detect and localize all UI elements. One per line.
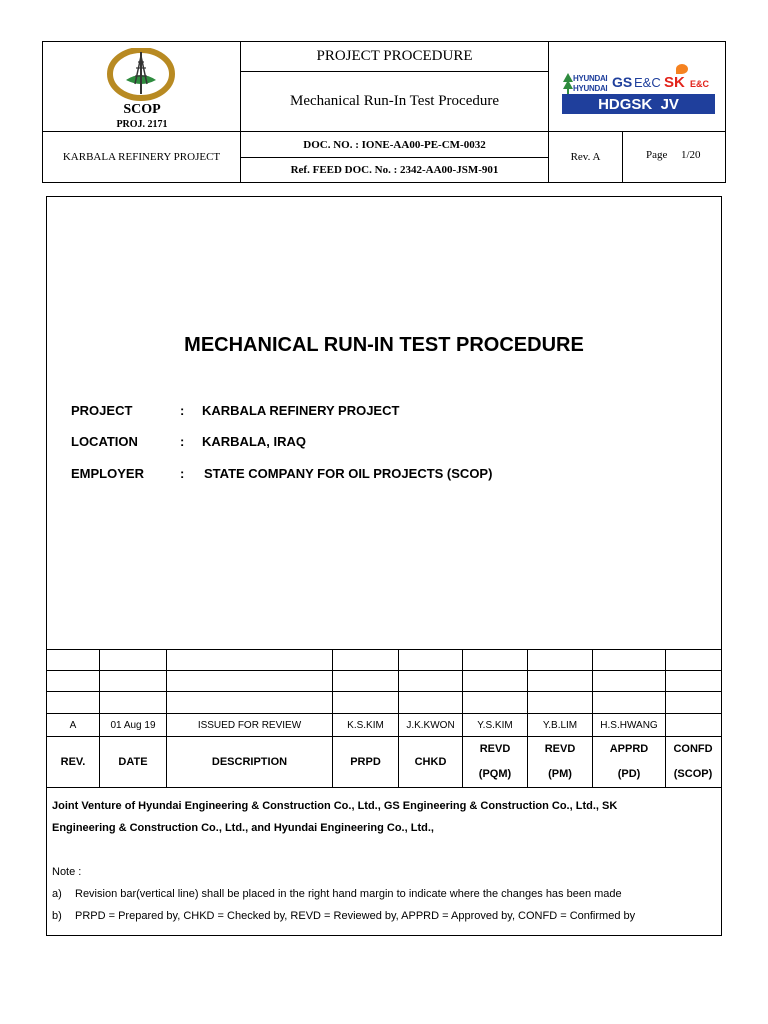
header-line1: CONFD <box>673 743 713 755</box>
gs-label: GS <box>612 74 633 90</box>
note-a-text: Revision bar(vertical line) shall be placed in the right hand margin to indicate where the changes has been made <box>75 888 622 900</box>
header-confd <box>666 737 720 787</box>
header-date <box>100 737 166 787</box>
jv-statement-line1: Joint Venture of Hyundai Engineering & Construction Co., Ltd., GS Engineering & Construction Co., Ltd., SK <box>52 800 618 812</box>
header-line2: (PM) <box>548 768 572 780</box>
cell-revd-pqm: Y.S.KIM <box>477 719 513 731</box>
header-chkd <box>399 737 462 787</box>
field-colon: : <box>180 434 185 449</box>
header-title-top: PROJECT PROCEDURE <box>316 48 473 64</box>
hyundai-label-2: HYUNDAI <box>573 84 608 93</box>
document-title: Mechanical Run-In Test Procedure <box>289 93 500 109</box>
cell-rev: A <box>69 719 77 731</box>
header-line1: APPRD <box>609 743 649 755</box>
field-label: EMPLOYER <box>71 466 144 481</box>
gs-ec-label: E&C <box>634 75 661 90</box>
header-revd-pm <box>528 737 592 787</box>
project-name: KARBALA REFINERY PROJECT <box>62 151 221 163</box>
field-value: KARBALA, IRAQ <box>202 434 306 449</box>
field-colon: : <box>180 403 185 418</box>
header-description <box>167 737 332 787</box>
note-label: Note : <box>52 866 82 878</box>
field-value: STATE COMPANY FOR OIL PROJECTS (SCOP) <box>204 466 493 481</box>
sk-butterfly-icon <box>676 64 688 74</box>
field-colon: : <box>180 466 185 481</box>
sk-label: SK <box>664 74 685 91</box>
note-b-marker: b) <box>52 910 62 922</box>
page-number: 1/20 <box>681 149 701 161</box>
header-line1: REVD <box>544 743 576 755</box>
header-line1: DATE <box>118 755 148 768</box>
header-line1: DESCRIPTION <box>211 755 288 768</box>
cell-date: 01 Aug 19 <box>110 719 156 731</box>
ref-feed-doc-number: Ref. FEED DOC. No. : 2342-AA00-JSM-901 <box>290 164 499 176</box>
header-line2: (PD) <box>617 768 641 780</box>
sk-ec-label: E&C <box>690 79 710 89</box>
cell-apprd: H.S.HWANG <box>600 719 658 731</box>
hyundai-label-1: HYUNDAI <box>573 74 608 83</box>
header-apprd <box>593 737 665 787</box>
note-a-marker: a) <box>52 888 62 900</box>
header-line2: (SCOP) <box>673 768 713 780</box>
header-rev <box>47 737 99 787</box>
cell-confd <box>666 714 720 736</box>
field-label: LOCATION <box>71 434 138 449</box>
cell-description: ISSUED FOR REVIEW <box>197 719 302 731</box>
header-line1: PRPD <box>350 755 381 768</box>
cover-title: MECHANICAL RUN-IN TEST PROCEDURE <box>184 333 584 356</box>
doc-number: DOC. NO. : IONE-AA00-PE-CM-0032 <box>303 138 486 151</box>
jv-banner: HDGSK JV <box>562 94 715 114</box>
header-line1: CHKD <box>414 755 447 768</box>
page-label: Page <box>646 149 668 161</box>
proj-number: PROJ. 2171 <box>116 118 168 130</box>
note-b-text: PRPD = Prepared by, CHKD = Checked by, REVD = Reviewed by, APPRD = Approved by, CONFD = Confirmed by <box>75 910 636 922</box>
revision-label: Rev. A <box>570 151 601 163</box>
field-label: PROJECT <box>71 403 133 418</box>
header-revd-pqm <box>463 737 527 787</box>
header-line1: REV. <box>60 755 86 768</box>
field-value: KARBALA REFINERY PROJECT <box>202 403 400 418</box>
header-prpd <box>333 737 398 787</box>
cell-chkd: J.K.KWON <box>406 719 455 731</box>
header-line1: REVD <box>479 743 511 755</box>
cell-revd-pm: Y.B.LIM <box>542 719 578 731</box>
scop-logo-text: SCOP <box>123 102 161 117</box>
header-line2: (PQM) <box>478 768 512 780</box>
jv-statement-line2: Engineering & Construction Co., Ltd., and Hyundai Engineering Co., Ltd., <box>52 822 434 834</box>
cell-prpd: K.S.KIM <box>347 719 384 731</box>
